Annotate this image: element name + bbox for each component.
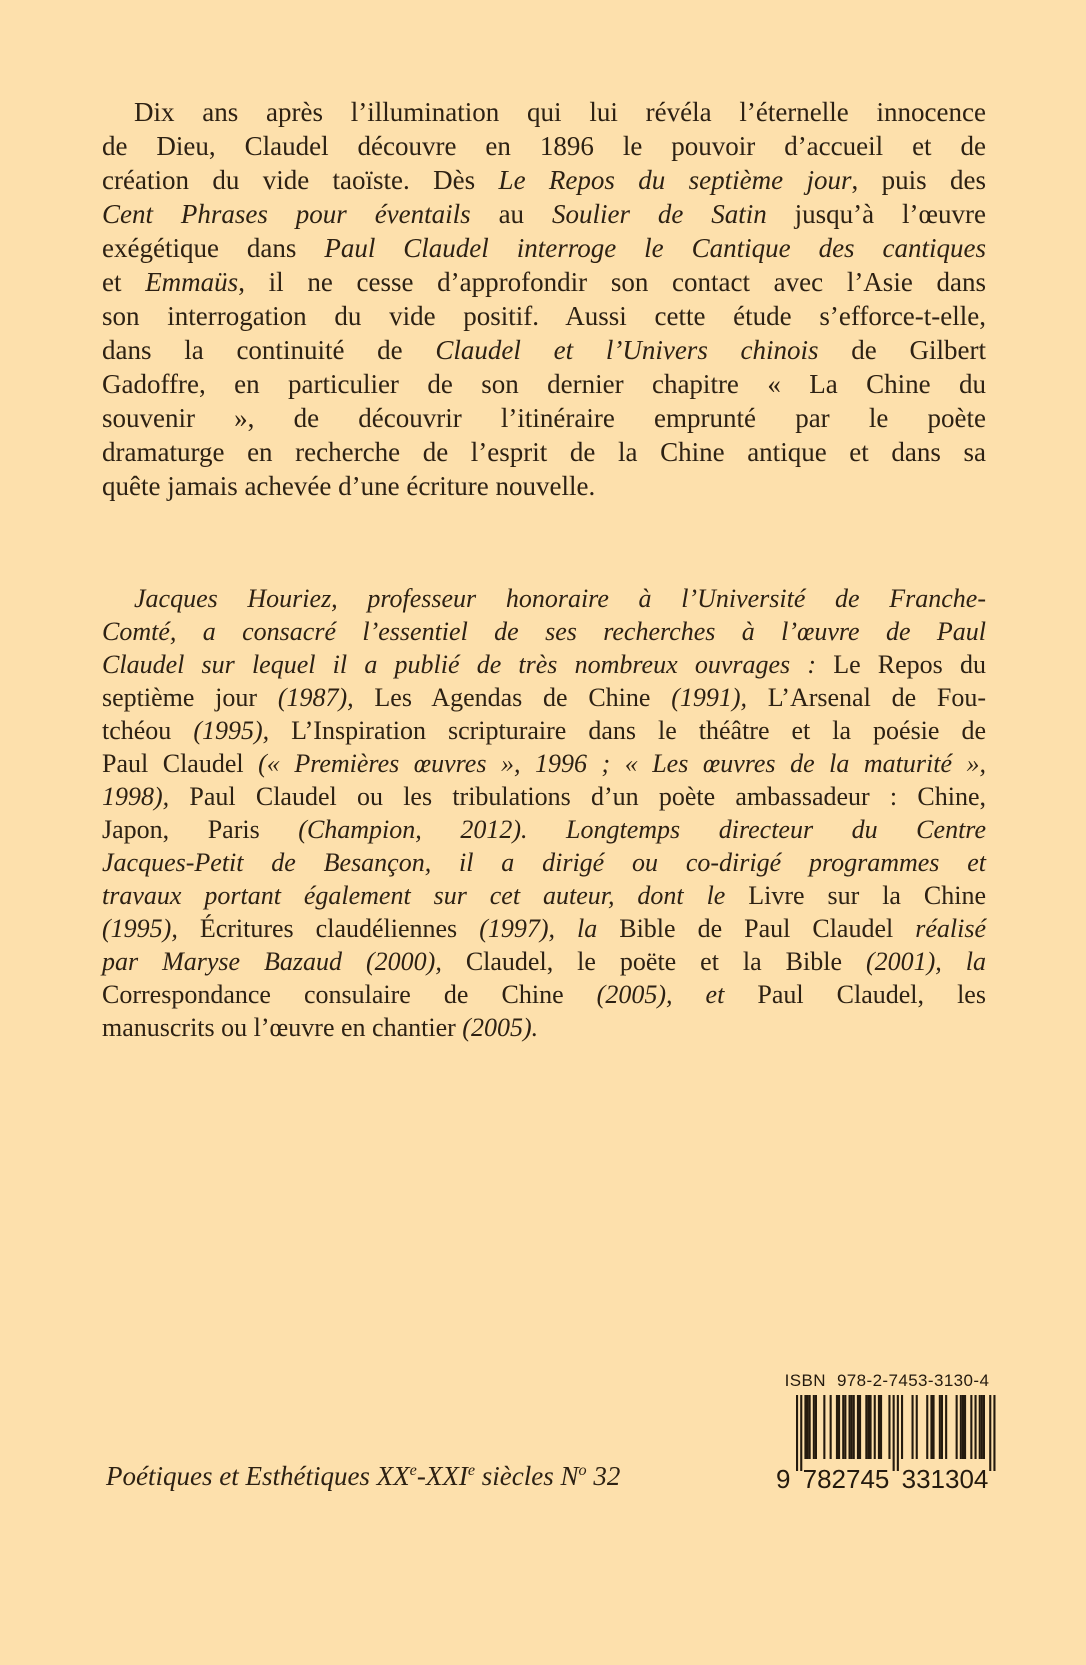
isbn-block: [774, 1371, 1000, 1491]
text-segment: manuscrits ou l’œuvre en chantier: [102, 1013, 463, 1042]
text-segment: Paul Claudel, les: [724, 980, 986, 1009]
text-segment: Japon, Paris: [102, 815, 299, 844]
text-line: [102, 129, 986, 163]
text-line: [102, 469, 986, 503]
text-segment: Le Repos du septième jour: [498, 165, 852, 195]
text-segment: de Gilbert: [818, 335, 987, 365]
text-line: [102, 582, 986, 615]
text-line: [102, 197, 986, 231]
text-segment: Soulier de Satin: [551, 199, 767, 229]
text-segment: (2001), la: [865, 947, 986, 976]
text-segment: tchéou: [102, 716, 194, 745]
text-line: [102, 747, 986, 780]
text-line: [102, 95, 986, 129]
text-line: [102, 879, 986, 912]
text-segment: (2005).: [462, 1013, 539, 1042]
text-segment: (Champion, 2012). Longtemps directeur du Centre: [298, 815, 986, 844]
text-segment: (2005), et: [596, 980, 725, 1009]
text-segment: Paul Claudel interroge le Cantique des cantiques: [324, 233, 986, 263]
text-segment: 32: [586, 1461, 621, 1491]
text-line: [102, 265, 986, 299]
text-segment: (1991),: [671, 683, 748, 712]
barcode-digit-lead: 9: [776, 1464, 791, 1491]
text-segment: Jacques Houriez, professeur honoraire à l’Université de Franche-: [134, 584, 986, 613]
text-segment: exégétique dans: [102, 233, 325, 263]
text-segment: 1998),: [102, 782, 170, 811]
text-segment: Jacques-Petit de Besançon, il a dirigé ou co-dirigé programmes et: [102, 848, 986, 877]
text-line: [102, 648, 986, 681]
text-segment: Cent Phrases pour éventails: [102, 199, 471, 229]
text-segment: son interrogation du vide positif. Aussi cette étude s’efforce-t-elle,: [102, 301, 986, 331]
text-line: [106, 1459, 746, 1493]
text-line: [102, 615, 986, 648]
text-line: [102, 401, 986, 435]
text-segment: travaux portant également sur cet auteur, dont le: [102, 881, 749, 910]
summary-paragraph: [102, 95, 986, 503]
text-segment: et: [102, 267, 146, 297]
isbn-word: ISBN: [784, 1371, 826, 1390]
text-line: [102, 367, 986, 401]
text-line: [102, 945, 986, 978]
text-line: [102, 299, 986, 333]
text-segment: jusqu’à l’œuvre: [766, 199, 987, 229]
ean13-barcode: [774, 1395, 1000, 1491]
text-segment: L’Arsenal de Fou-: [747, 683, 986, 712]
isbn-number: 978-2-7453-3130-4: [836, 1371, 990, 1390]
text-segment: o: [578, 1461, 587, 1479]
text-segment: souvenir », de découvrir l’itinéraire emprunté par le poète: [102, 403, 986, 433]
text-segment: Gadoffre, en particulier de son dernier chapitre « La Chine du: [102, 369, 986, 399]
text-segment: de Dieu, Claudel découvre en 1896 le pouvoir d’accueil et de: [102, 131, 986, 161]
author-bio-paragraph: [102, 582, 986, 1044]
text-line: [102, 231, 986, 265]
text-segment: Poétiques et Esthétiques XX: [106, 1461, 410, 1491]
isbn-label: [774, 1371, 1000, 1391]
text-segment: siècles N: [475, 1461, 579, 1491]
text-segment: L’Inspiration scripturaire dans le théâtre et la poésie de: [269, 716, 986, 745]
text-segment: e: [467, 1461, 476, 1479]
text-segment: (« Premières œuvres », 1996 ; « Les œuvres de la maturité »,: [258, 749, 986, 778]
text-segment: au: [470, 199, 552, 229]
text-segment: -XXI: [416, 1461, 468, 1491]
text-segment: quête jamais achevée d’une écriture nouvelle.: [102, 471, 596, 501]
text-line: [102, 846, 986, 879]
text-line: [102, 163, 986, 197]
text-line: [102, 813, 986, 846]
text-segment: Comté, a consacré l’essentiel de ses recherches à l’œuvre de Paul: [102, 617, 986, 646]
text-segment: (1997), la: [479, 914, 598, 943]
text-line: [102, 333, 986, 367]
text-line: [102, 1011, 986, 1044]
text-segment: par Maryse Bazaud (2000),: [102, 947, 442, 976]
text-segment: Les Agendas de Chine: [353, 683, 672, 712]
text-segment: Emmaüs: [145, 267, 239, 297]
text-segment: (1987),: [277, 683, 354, 712]
barcode-digits-left: 782745: [802, 1464, 890, 1491]
text-segment: , il ne cesse d’approfondir son contact avec l’Asie dans: [238, 267, 986, 297]
collection-title: [106, 1459, 746, 1493]
text-segment: Claudel, le poëte et la Bible: [441, 947, 866, 976]
text-segment: , puis des: [851, 165, 987, 195]
text-segment: Claudel sur lequel il a publié de très nombreux ouvrages :: [102, 650, 834, 679]
text-segment: Dix ans après l’illumination qui lui révéla l’éternelle innocence: [134, 97, 986, 127]
text-segment: Écritures claudéliennes: [177, 914, 480, 943]
text-line: [102, 978, 986, 1011]
text-line: [102, 714, 986, 747]
text-segment: Paul Claudel ou les tribulations d’un poète ambassadeur : Chine,: [169, 782, 986, 811]
text-segment: e: [409, 1461, 417, 1479]
text-segment: Correspondance consulaire de Chine: [102, 980, 597, 1009]
text-segment: réalisé: [915, 914, 986, 943]
text-segment: (1995),: [193, 716, 270, 745]
text-segment: création du vide taoïste. Dès: [102, 165, 499, 195]
barcode-digits-right: 331304: [901, 1464, 989, 1491]
text-line: [102, 780, 986, 813]
text-segment: dans la continuité de: [102, 335, 436, 365]
text-segment: Le Repos du: [833, 650, 986, 679]
text-segment: Livre sur la Chine: [748, 881, 987, 910]
text-segment: septième jour: [102, 683, 278, 712]
text-line: [102, 435, 986, 469]
text-segment: Bible de Paul Claudel: [597, 914, 916, 943]
text-line: [102, 912, 986, 945]
text-segment: (1995),: [102, 914, 178, 943]
text-segment: dramaturge en recherche de l’esprit de la Chine antique et dans sa: [102, 437, 986, 467]
text-segment: Claudel et l’Univers chinois: [435, 335, 819, 365]
text-segment: Paul Claudel: [102, 749, 259, 778]
text-line: [102, 681, 986, 714]
